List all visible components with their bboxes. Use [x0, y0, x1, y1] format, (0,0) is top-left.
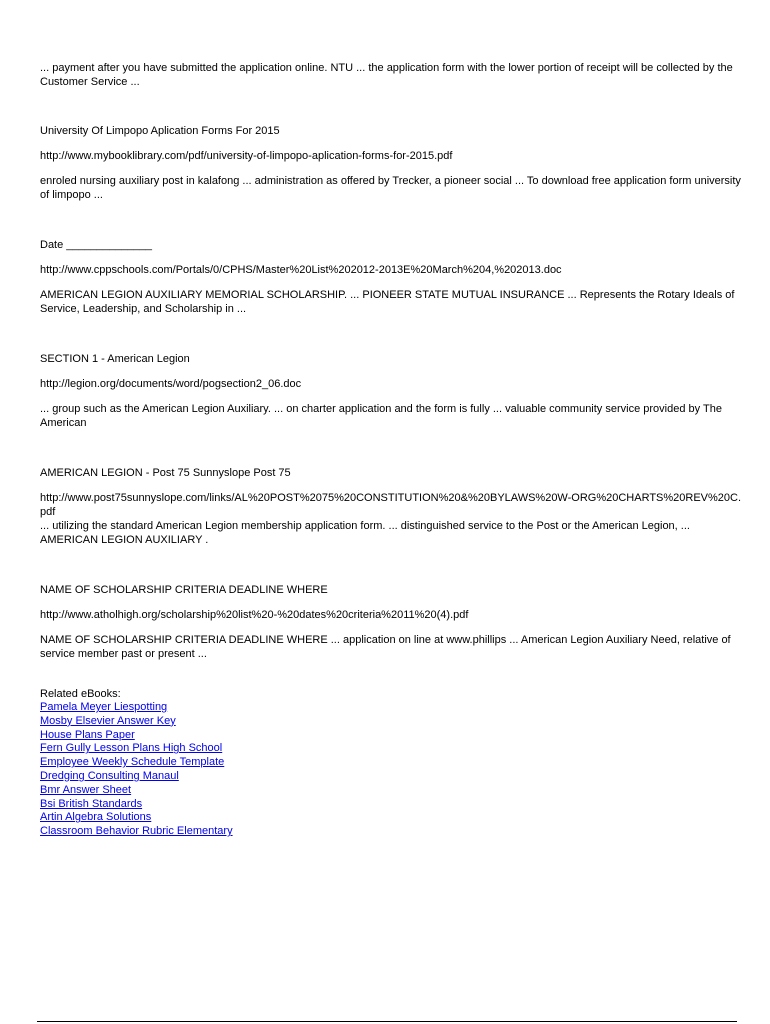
- entry-url: http://www.post75sunnyslope.com/links/AL%20POST%2075%20CONSTITUTION%20&%20BYLAWS%20W-ORG%20CHARTS%20REV%20C.pdf: [40, 492, 742, 518]
- related-link[interactable]: Classroom Behavior Rubric Elementary: [40, 825, 233, 838]
- related-link[interactable]: Fern Gully Lesson Plans High School: [40, 742, 223, 755]
- entry-url: http://www.atholhigh.org/scholarship%20list%20-%20dates%20criteria%2011%20(4).pdf: [40, 609, 469, 621]
- entry-snippet: ... group such as the American Legion Auxiliary. ... on charter application and the form is fully ... valuable community service provided by The American: [40, 403, 725, 429]
- result-entry: [40, 466, 745, 547]
- related-link[interactable]: Bmr Answer Sheet: [40, 783, 132, 796]
- list-item: [40, 742, 745, 756]
- entry-url: http://www.mybooklibrary.com/pdf/university-of-limpopo-aplication-forms-for-2015.pdf: [40, 150, 453, 162]
- related-link[interactable]: House Plans Paper: [40, 728, 135, 741]
- related-ebooks-list: [40, 701, 745, 839]
- entry-title: SECTION 1 - American Legion: [40, 353, 190, 365]
- entry-title: Date ______________: [40, 239, 152, 251]
- result-entry: [40, 238, 745, 316]
- related-link[interactable]: Bsi British Standards: [40, 797, 143, 810]
- related-link[interactable]: Pamela Meyer Liespotting: [40, 701, 168, 713]
- related-ebooks-heading: Related eBooks:: [40, 688, 121, 700]
- list-item: [40, 756, 745, 770]
- list-item: [40, 729, 745, 743]
- result-entry: [40, 583, 745, 661]
- related-link[interactable]: Dredging Consulting Manaul: [40, 769, 179, 782]
- entry-snippet: AMERICAN LEGION AUXILIARY MEMORIAL SCHOLARSHIP. ... PIONEER STATE MUTUAL INSURANCE ... Represents the Rotary Ideals of Service, Leadership, and Scholarship in ...: [40, 289, 738, 315]
- list-item: [40, 811, 745, 825]
- entry-title: NAME OF SCHOLARSHIP CRITERIA DEADLINE WHERE: [40, 584, 328, 596]
- related-link[interactable]: Mosby Elsevier Answer Key: [40, 714, 176, 727]
- entry-snippet: enroled nursing auxiliary post in kalafong ... administration as offered by Trecker, a pioneer social ... To download free application form university of limpopo ...: [40, 175, 744, 201]
- entry-snippet: NAME OF SCHOLARSHIP CRITERIA DEADLINE WHERE ... application on line at www.phillips ... American Legion Auxiliary Need, relative of service member past or present ...: [40, 634, 734, 660]
- related-link[interactable]: Employee Weekly Schedule Template: [40, 756, 225, 769]
- entry-url: http://www.cppschools.com/Portals/0/CPHS/Master%20List%202012-2013E%20March%204,%202013.doc: [40, 264, 562, 276]
- entry-url: http://legion.org/documents/word/pogsection2_06.doc: [40, 378, 302, 390]
- entry-snippet: ... utilizing the standard American Legion membership application form. ... distinguished service to the Post or the American Legion, ... AMERICAN LEGION AUXILIARY .: [40, 520, 693, 546]
- related-ebooks: [40, 687, 745, 839]
- footer-divider: [37, 1021, 737, 1022]
- entry-title: AMERICAN LEGION - Post 75 Sunnyslope Post 75: [40, 467, 291, 479]
- result-entry: [40, 352, 745, 430]
- intro-paragraph: ... payment after you have submitted the application online. NTU ... the application form with the lower portion of receipt will be collected by the Customer Service ...: [40, 62, 736, 88]
- list-item: [40, 825, 745, 839]
- list-item: [40, 715, 745, 729]
- document-body: [40, 61, 745, 839]
- list-item: [40, 770, 745, 784]
- list-item: [40, 784, 745, 798]
- list-item: [40, 701, 745, 715]
- result-entry: [40, 124, 745, 202]
- related-link[interactable]: Artin Algebra Solutions: [40, 811, 152, 824]
- entry-title: University Of Limpopo Aplication Forms For 2015: [40, 125, 280, 137]
- list-item: [40, 798, 745, 812]
